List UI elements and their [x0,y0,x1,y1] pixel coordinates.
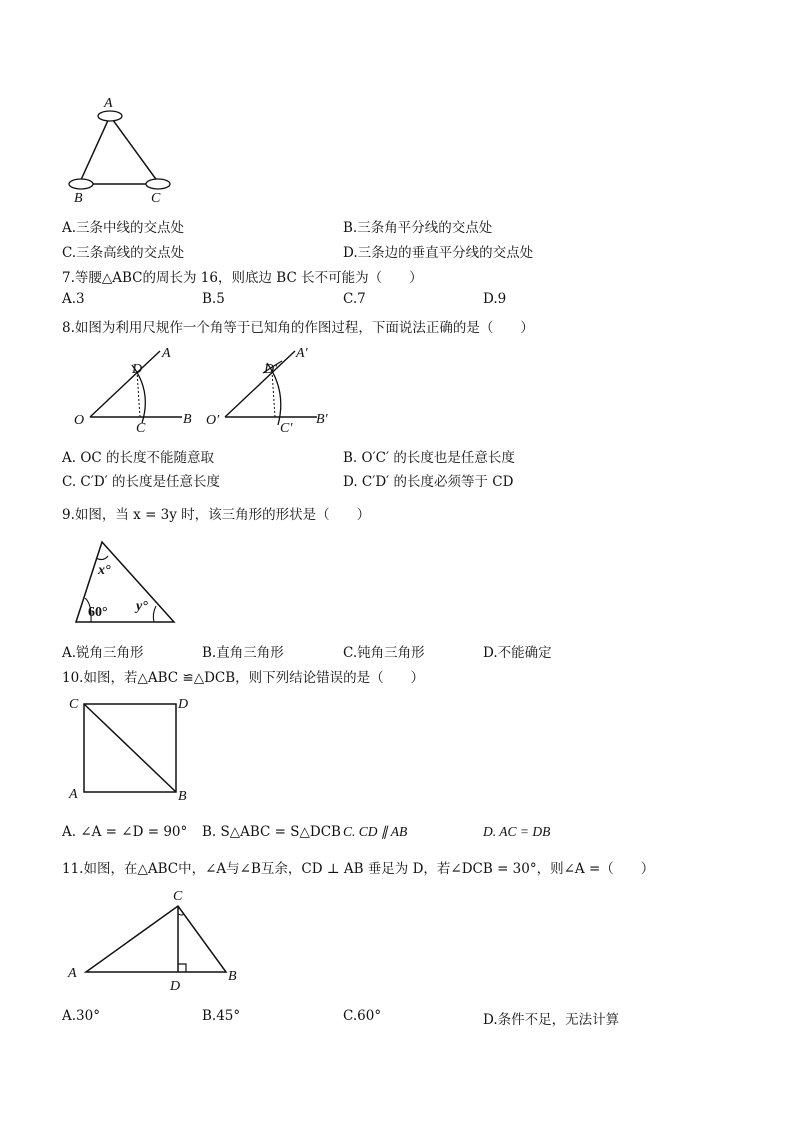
q8-option-b[interactable]: B. O′C′ 的长度也是任意长度 [343,450,515,466]
q7-option-a[interactable]: A.3 [62,291,85,307]
figure-q9-triangle [70,538,190,628]
q11-label-A: A [68,966,77,981]
q10-label-A: A [69,787,78,802]
q8-option-c[interactable]: C. C′D′ 的长度是任意长度 [62,474,221,490]
q8-label-C: C [136,421,146,436]
q8-label-B: B [183,412,192,427]
q7-option-b[interactable]: B.5 [202,291,225,307]
q10-label-B: B [178,789,187,804]
q8-label-A-prime: A′ [296,346,308,361]
q8-stem: 8.如图为利用尺规作一个角等于已知角的作图过程，下面说法正确的是（ ） [62,320,534,336]
q11-stem: 11.如图，在△ABC中，∠A与∠B互余，CD ⊥ AB 垂足为 D，若∠DCB = 30°，则∠A =（ ） [62,861,655,877]
q7-stem: 7.等腰△ABC的周长为 16，则底边 BC 长不可能为（ ） [62,270,423,286]
q10-option-b[interactable]: B. S△ABC = S△DCB [202,824,341,840]
figure-q10-square [66,692,206,807]
q10-stem: 10.如图，若△ABC ≌△DCB，则下列结论错误的是（ ） [62,670,425,686]
q8-label-D: D [132,362,143,377]
q11-option-d[interactable]: D.条件不足，无法计算 [483,1012,620,1028]
q9-option-a[interactable]: A.锐角三角形 [62,645,144,661]
figure-q6-triangle [60,92,180,207]
q8-label-A: A [162,346,171,361]
q11-option-a[interactable]: A.30° [62,1008,100,1024]
q9-option-b[interactable]: B.直角三角形 [202,645,284,661]
q8-label-O: O [74,413,85,428]
q8-label-D-prime: D′ [264,362,278,377]
q10-label-C: C [69,697,79,712]
q7-option-d[interactable]: D.9 [483,291,507,307]
q9-label-60: 60° [88,605,108,620]
q11-label-B: B [228,969,237,984]
q11-label-C: C [173,889,183,904]
label-A: A [104,96,113,111]
q6-option-d[interactable]: D.三条边的垂直平分线的交点处 [343,245,534,261]
q9-option-d[interactable]: D.不能确定 [483,645,552,661]
q9-stem: 9.如图，当 x = 3y 时，该三角形的形状是（ ） [62,507,371,523]
q10-option-a[interactable]: A. ∠A = ∠D = 90° [62,824,188,840]
q10-option-d[interactable]: D. AC = DB [483,824,551,839]
q6-option-b[interactable]: B.三条角平分线的交点处 [343,220,493,236]
q9-option-c[interactable]: C.钝角三角形 [343,645,425,661]
q8-option-d[interactable]: D. C′D′ 的长度必须等于 CD [343,474,514,490]
q8-label-O-prime: O′ [206,413,220,428]
q8-option-a[interactable]: A. OC 的长度不能随意取 [62,450,215,466]
label-C: C [151,191,161,206]
label-B: B [74,191,83,206]
figure-q8-construction [70,343,350,438]
q8-label-C-prime: C′ [280,421,293,436]
q9-label-y: y° [136,599,148,614]
q7-option-c[interactable]: C.7 [343,291,366,307]
q9-label-x: x° [98,563,111,578]
q6-option-c[interactable]: C.三条高线的交点处 [62,245,185,261]
q11-label-D: D [170,979,181,994]
q10-option-c[interactable]: C. CD ∥ AB [343,824,408,839]
q10-label-D: D [178,697,189,712]
q11-option-c[interactable]: C.60° [343,1008,382,1024]
q11-option-b[interactable]: B.45° [202,1008,241,1024]
figure-q11-right-triangle [66,884,266,999]
q8-label-B-prime: B′ [316,412,328,427]
q6-option-a[interactable]: A.三条中线的交点处 [62,220,185,236]
